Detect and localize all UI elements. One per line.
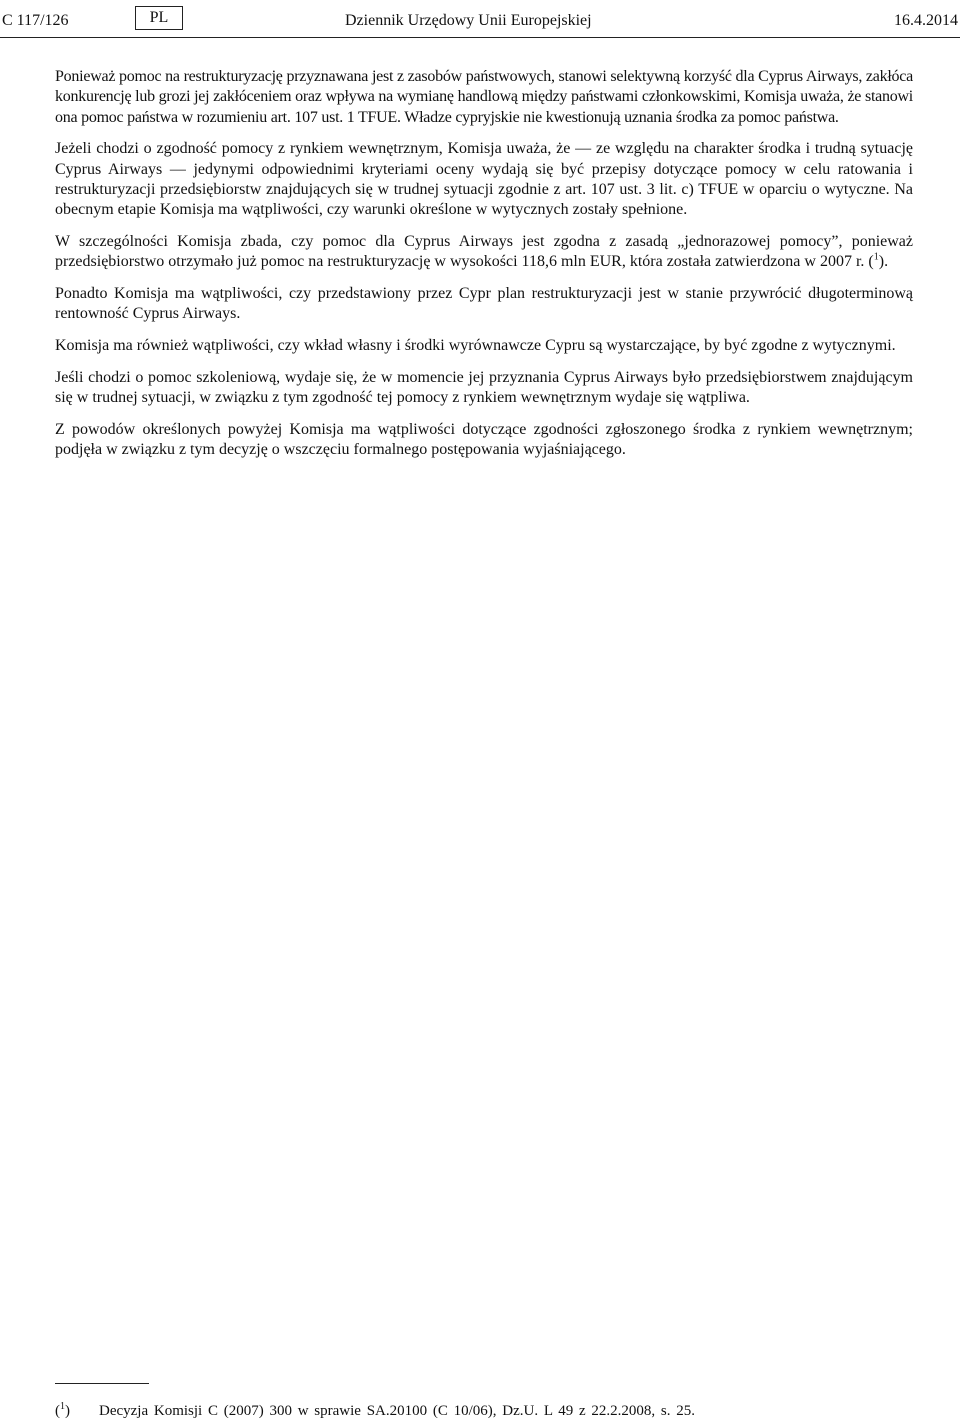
footnote-reference[interactable]: 1 bbox=[873, 252, 879, 264]
footnote-open-paren: ( bbox=[55, 1403, 60, 1419]
paragraph-text: W szczególności Komisja zbada, czy pomoc dla Cyprus Airways jest zgodna z zasadą „jednorazowej pomocy”, ponieważ przedsiębiorstwo otrzymało już pomoc na restrukturyzację w wysokości 118,6 mln EUR, która została zatwierdzona w 2007 r. ( bbox=[55, 233, 913, 271]
publication-date: 16.4.2014 bbox=[894, 12, 958, 29]
journal-title: Dziennik Urzędowy Unii Europejskiej bbox=[345, 12, 592, 29]
paragraph-own-contribution: Komisja ma również wątpliwości, czy wkład własny i środki wyrównawcze Cypru są wystarczające, by być zgodne z wytycznymi. bbox=[55, 337, 896, 355]
footnote-text: Decyzja Komisji C (2007) 300 w sprawie SA.20100 (C 10/06), Dz.U. L 49 z 22.2.2008, s. 25. bbox=[99, 1403, 695, 1419]
paragraph-viability: Ponadto Komisja ma wątpliwości, czy przedstawiony przez Cypr plan restrukturyzacji jest w stanie przywrócić długoterminową rentowność Cyprus Airways. bbox=[55, 285, 913, 323]
paragraph-compatibility: Jeżeli chodzi o zgodność pomocy z rynkiem wewnętrznym, Komisja uważa, że — ze względu na charakter środka i trudną sytuację Cyprus Airways — jedynymi odpowiednimi kryteriami oceny wydają się być przepisy dotyczące pomocy w celu ratowania i restrukturyzacji przedsiębiorstw znajdujących się w trudnej sytuacji zgodnie z art. 107 ust. 3 lit. c) TFUE w oparciu o wytyczne. Na obecnym etapie Komisja ma wątpliwości, czy warunki określone w wytycznych zostały spełnione. bbox=[55, 140, 913, 219]
header-rule bbox=[0, 37, 960, 38]
footnote-number: 1 bbox=[60, 1401, 65, 1412]
footnote-marker bbox=[55, 1402, 70, 1420]
paragraph-training-aid: Jeśli chodzi o pomoc szkoleniową, wydaje się, że w momencie jej przyznania Cyprus Airways było przedsiębiorstwem znajdującym się w trudnej sytuacji, w związku z tym zgodność tej pomocy z rynkiem wewnętrznym wydaje się wątpliwa. bbox=[55, 369, 913, 407]
paragraph-conclusion: Z powodów określonych powyżej Komisja ma wątpliwości dotyczące zgodności zgłoszonego środka z rynkiem wewnętrznym; podjęła w związku z tym decyzję o wszczęciu formalnego postępowania wyjaśniającego. bbox=[55, 421, 913, 459]
page-header bbox=[0, 6, 960, 32]
paragraph-state-aid: Ponieważ pomoc na restrukturyzację przyznawana jest z zasobów państwowych, stanowi selektywną korzyść dla Cyprus Airways, zakłóca konkurencję lub grozi jej zakłóceniem oraz wpływa na wymianę handlową między państwami członkowskimi, Komisja uważa, że stanowi ona pomoc państwa w rozumieniu art. 107 ust. 1 TFUE. Władze cypryjskie nie kwestionują uznania środka za pomoc państwa. bbox=[55, 68, 913, 126]
language-box: PL bbox=[135, 6, 183, 30]
footnote-close-paren: ) bbox=[65, 1403, 70, 1419]
paragraph-tail: ). bbox=[878, 253, 889, 271]
document-body bbox=[55, 67, 913, 472]
paragraph-one-time-last-time bbox=[55, 232, 913, 273]
page-reference: C 117/126 bbox=[2, 12, 69, 29]
footnote-separator bbox=[55, 1383, 149, 1384]
